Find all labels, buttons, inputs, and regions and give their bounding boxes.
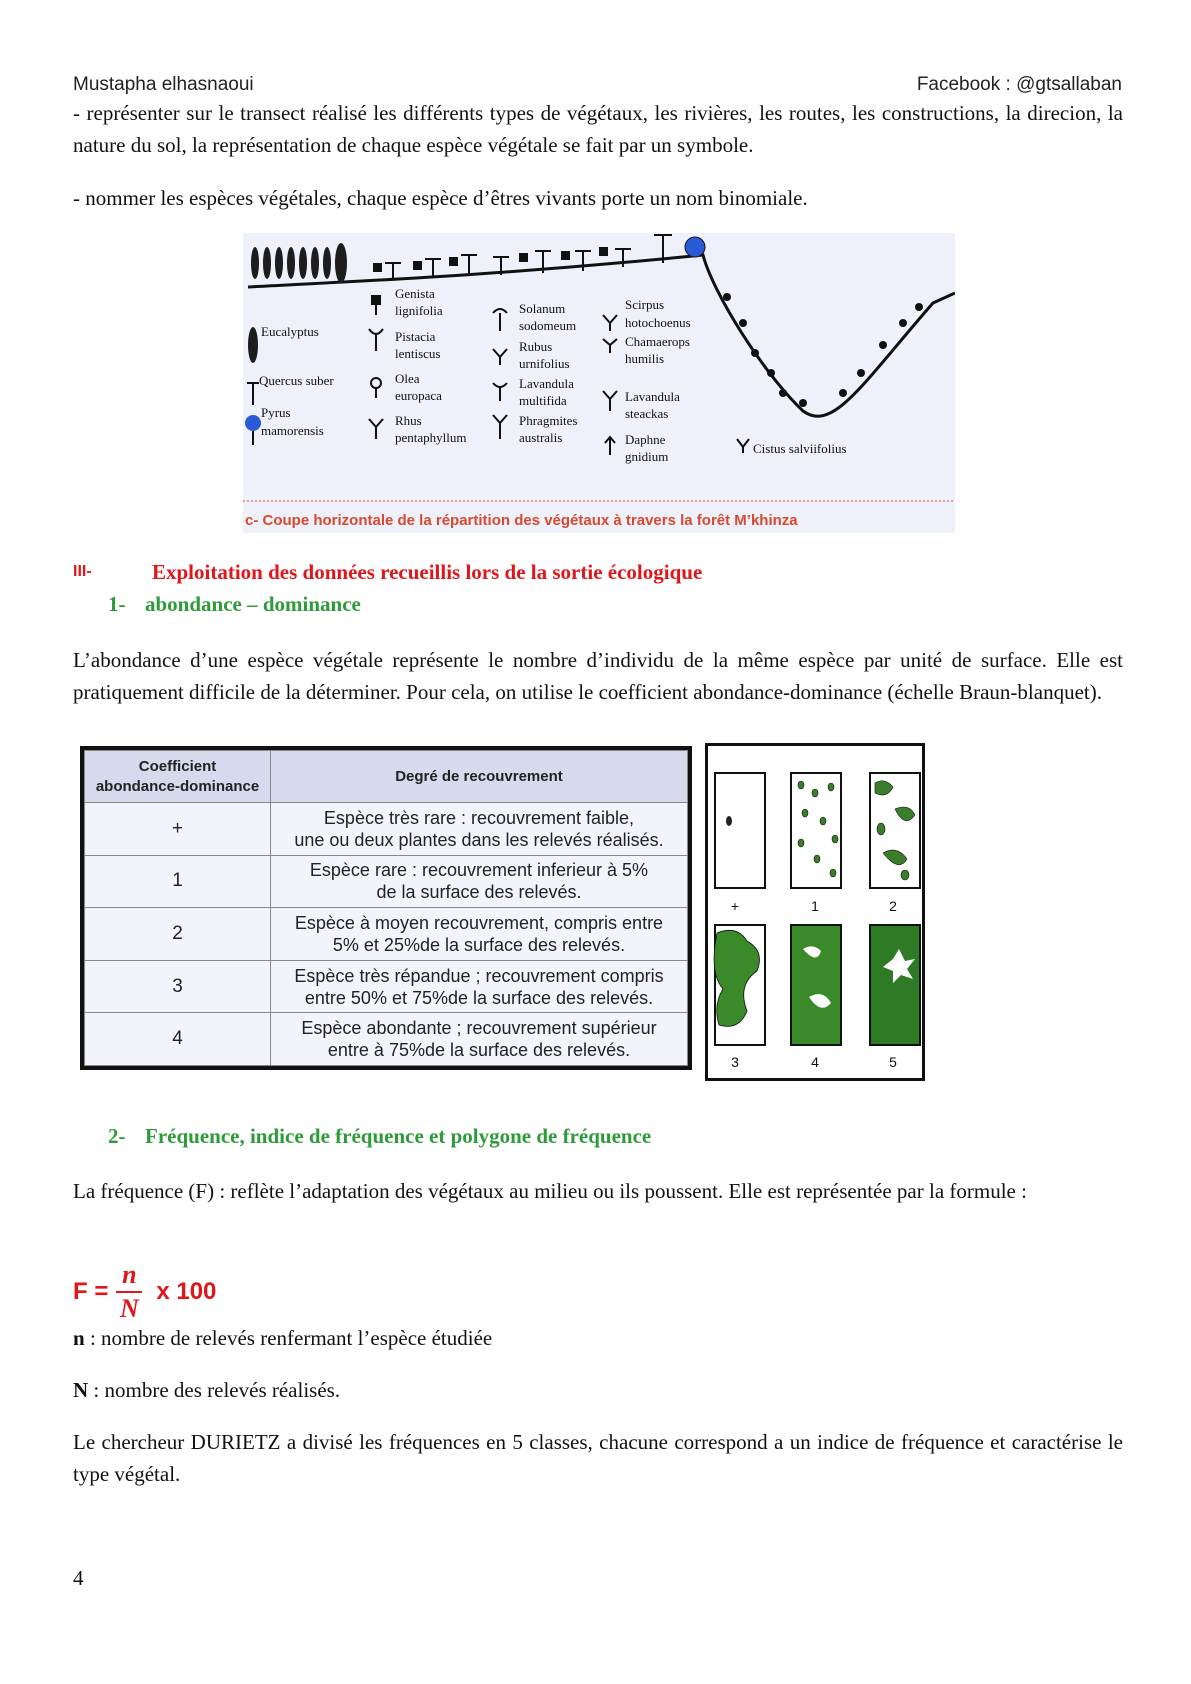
- label-solanum-2: sodomeum: [519, 318, 577, 333]
- label-quercus: Quercus suber: [259, 373, 334, 388]
- coverage-label-4: 4: [811, 1054, 819, 1070]
- intro-paragraph-1: - représenter sur le transect réalisé les différents types de végétaux, les rivières, les routes, les constructions, la direcion, la nature du sol, la représentation de chaque espèce végétale se fait par un symbole.: [73, 101, 1123, 157]
- transect-caption: c- Coupe horizontale de la répartition des végétaux à travers la forêt M’khinza: [245, 512, 798, 529]
- label-rubus-1: Rubus: [519, 339, 553, 354]
- coverage-label-5: 5: [889, 1054, 897, 1070]
- label-genista-2: lignifolia: [395, 303, 443, 318]
- formula-rhs: x 100: [156, 1278, 217, 1305]
- header-facebook: Facebook : @gtsallaban: [916, 74, 1122, 95]
- intro-paragraph-2: - nommer les espèces végétales, chaque espèce d’êtres vivants porte un nom binomiale.: [73, 186, 808, 210]
- label-solanum-1: Solanum: [519, 301, 566, 316]
- coverage-label-3: 3: [731, 1054, 739, 1070]
- label-rubus-2: urnifolius: [519, 356, 570, 371]
- degree-cell: Espèce très répandue ; recouvrement compris entre 50% et 75%de la surface des relevés.: [271, 960, 688, 1013]
- subsection-2-number: 2-: [108, 1124, 126, 1148]
- table-header-degre: Degré de recouvrement: [271, 751, 688, 803]
- label-pyrus-1: Pyrus: [261, 405, 291, 420]
- table-row: [85, 1013, 688, 1066]
- coverage-label-2: 2: [889, 898, 897, 914]
- coverage-figure: [705, 743, 925, 1081]
- table-row: [85, 855, 688, 908]
- degree-cell: Espèce rare : recouvrement inferieur à 5% de la surface des relevés.: [271, 855, 688, 908]
- subsection-1-number: 1-: [108, 592, 126, 616]
- label-phragmites-2: australis: [519, 430, 563, 445]
- label-olea-1: Olea: [395, 371, 420, 386]
- subsection-2-title: Fréquence, indice de fréquence et polygone de fréquence: [145, 1124, 652, 1148]
- label-eucalyptus: Eucalyptus: [261, 324, 319, 339]
- coef-cell: +: [85, 803, 271, 856]
- abondance-paragraph: L’abondance d’une espèce végétale représente le nombre d’individu de la même espèce par unité de surface. Elle est pratiquement difficile de la déterminer. Pour cela, on utilise le coefficient abondance-dominance (échelle Braun-blanquet).: [73, 648, 1123, 704]
- label-lavandula-m-1: Lavandula: [519, 376, 574, 391]
- frequence-paragraph: La fréquence (F) : reflète l’adaptation des végétaux au milieu ou ils poussent. Elle est représentée par la formule :: [73, 1179, 1027, 1203]
- durietz-paragraph: Le chercheur DURIETZ a divisé les fréquences en 5 classes, chacune correspond a un indice de fréquence et caractérise le type végétal.: [73, 1430, 1123, 1486]
- label-pistacia-1: Pistacia: [395, 329, 436, 344]
- label-scirpus-2: hotochoenus: [625, 315, 691, 330]
- section-title: Exploitation des données recueillis lors de la sortie écologique: [152, 560, 703, 584]
- coef-cell: 3: [85, 960, 271, 1013]
- table-row: [85, 803, 688, 856]
- label-genista-1: Genista: [395, 286, 435, 301]
- coef-cell: 4: [85, 1013, 271, 1066]
- section-number: III-: [73, 563, 92, 580]
- page-number: 4: [73, 1566, 84, 1590]
- definition-N: N : nombre des relevés réalisés.: [73, 1378, 341, 1402]
- label-pyrus-2: mamorensis: [261, 423, 324, 438]
- label-lavandula-m-2: multifida: [519, 393, 567, 408]
- formula-lhs: F =: [73, 1278, 109, 1305]
- degree-cell: Espèce à moyen recouvrement, compris entre 5% et 25%de la surface des relevés.: [271, 908, 688, 961]
- subsection-1-title: abondance – dominance: [145, 592, 361, 616]
- label-phragmites-1: Phragmites: [519, 413, 578, 428]
- definition-n: n : nombre de relevés renfermant l’espèce étudiée: [73, 1326, 493, 1350]
- label-daphne-2: gnidium: [625, 449, 669, 464]
- degree-cell: Espèce abondante ; recouvrement supérieur entre à 75%de la surface des relevés.: [271, 1013, 688, 1066]
- label-chamaerops-1: Chamaerops: [625, 334, 690, 349]
- table-row: [85, 908, 688, 961]
- header-author: Mustapha elhasnaoui: [73, 74, 254, 95]
- label-rhus-2: pentaphyllum: [395, 430, 467, 445]
- label-chamaerops-2: humilis: [625, 351, 665, 366]
- coef-cell: 1: [85, 855, 271, 908]
- label-scirpus-1: Scirpus: [625, 297, 664, 312]
- label-daphne-1: Daphne: [625, 432, 666, 447]
- label-pistacia-2: lentiscus: [395, 346, 441, 361]
- label-rhus-1: Rhus: [395, 413, 422, 428]
- table-row: [85, 960, 688, 1013]
- label-lavandula-s-2: steackas: [625, 406, 669, 421]
- coverage-label-plus: +: [730, 898, 740, 914]
- degree-cell: Espèce très rare : recouvrement faible, une ou deux plantes dans les relevés réalisés.: [271, 803, 688, 856]
- label-cistus: Cistus salviifolius: [753, 441, 847, 456]
- label-lavandula-s-1: Lavandula: [625, 389, 680, 404]
- formula-fraction: [116, 1260, 142, 1324]
- transect-figure: [243, 233, 955, 533]
- coverage-label-1: 1: [811, 898, 819, 914]
- table-header-coefficient: Coefficient abondance-dominance: [85, 751, 271, 803]
- coef-cell: 2: [85, 908, 271, 961]
- formula-numerator: n: [122, 1260, 137, 1289]
- coefficient-table: [80, 746, 692, 1070]
- formula-denominator: N: [119, 1294, 139, 1323]
- frequency-formula: [73, 1260, 216, 1324]
- label-olea-2: europaca: [395, 388, 442, 403]
